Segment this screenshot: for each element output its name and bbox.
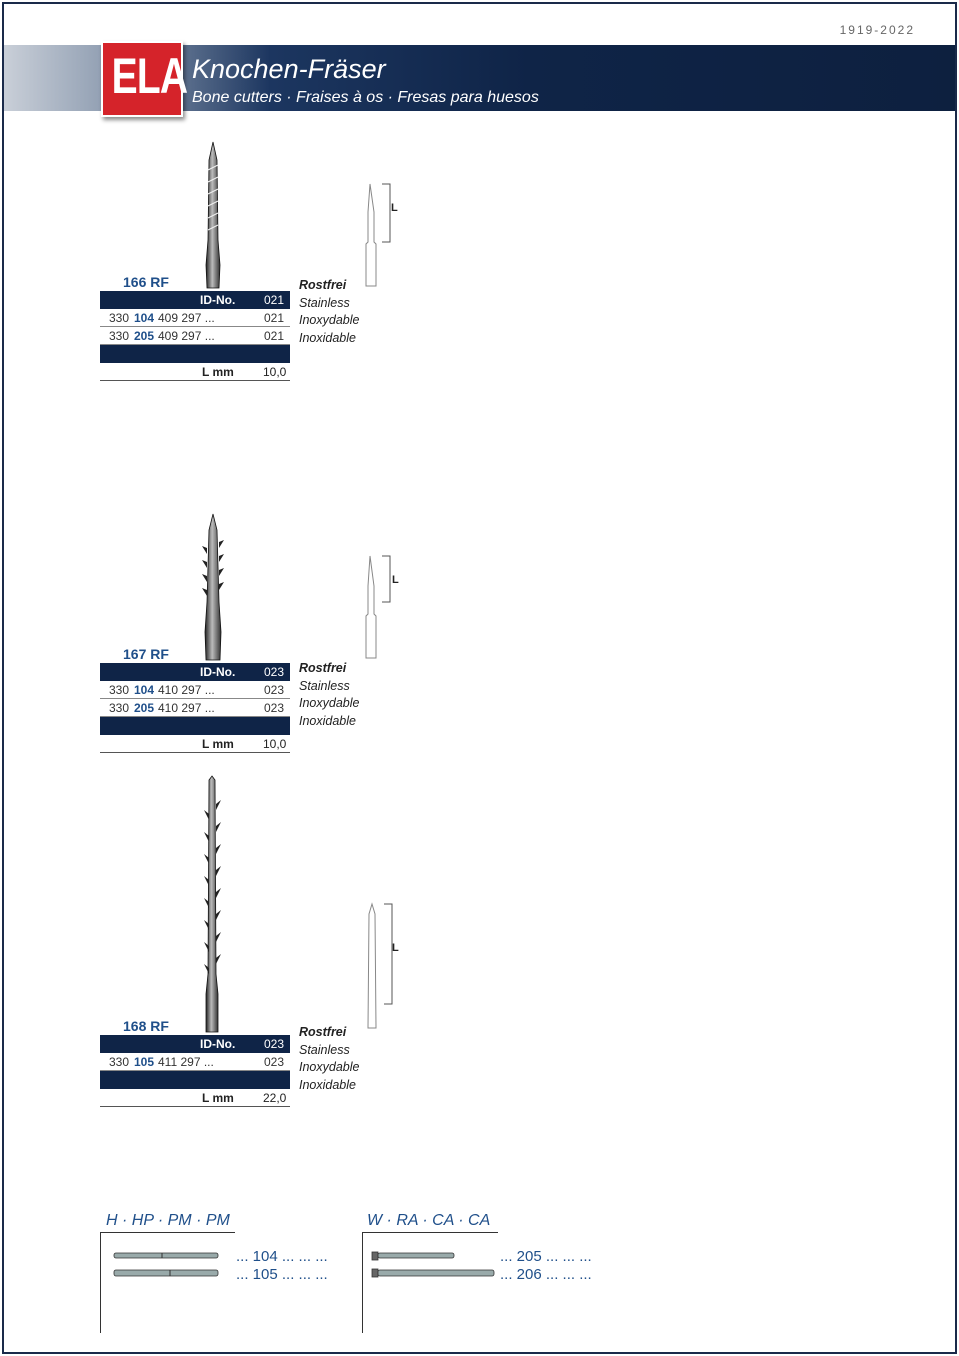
product-name: 168 RF [123, 1018, 169, 1034]
length-marker: L [392, 574, 399, 586]
row-code: 023 [264, 1054, 285, 1069]
bur-166-outline [362, 182, 402, 288]
id-suffix-number: 410 297 [158, 682, 202, 697]
shank-legend-handpiece [106, 1212, 230, 1230]
ellipsis: ... [204, 682, 215, 697]
length-value: 10,0 [263, 736, 287, 751]
legend-title: W · RA · CA · CA [367, 1212, 491, 1229]
lang-fr: Inoxydable [299, 696, 360, 710]
id-suffix [158, 311, 215, 325]
id-suffix [158, 701, 215, 715]
bur-166-image [198, 140, 228, 290]
length-marker: L [391, 202, 398, 214]
id-suffix-number: 411 297 [158, 1054, 201, 1069]
length-marker: L [392, 942, 399, 954]
length-header: L mm [202, 736, 234, 751]
legend-bracket [100, 1232, 235, 1333]
legend-title: H · HP · PM · PM [106, 1212, 230, 1229]
id-suffix-number: 409 297 [158, 328, 202, 343]
ellipsis: ... [204, 328, 215, 343]
id-header-row [100, 1035, 290, 1053]
spacer-row [100, 717, 290, 735]
bur-167-image [198, 512, 228, 662]
year-range: 1919-2022 [839, 23, 915, 37]
row-code: 023 [264, 700, 285, 715]
language-list [299, 277, 359, 347]
ellipsis: ... [204, 700, 215, 715]
row-code: 023 [264, 682, 285, 697]
id-header: ID-No. [200, 665, 236, 679]
lang-en: Stainless [299, 295, 350, 310]
table-row [100, 309, 290, 327]
page-title: Knochen-Fräser [192, 54, 386, 84]
length-value: 10,0 [263, 364, 287, 379]
id-prefix: 330 [109, 1054, 130, 1069]
page-subtitle: Bone cutters · Fraises à os · Fresas para huesos [192, 89, 539, 106]
length-header: L mm [202, 364, 234, 379]
id-code: 021 [264, 293, 285, 307]
row-code: 021 [264, 328, 285, 343]
bur-168-image [198, 774, 228, 1034]
length-value: 22,0 [263, 1090, 287, 1105]
id-header: ID-No. [200, 293, 236, 307]
id-suffix [158, 1055, 214, 1069]
table-row [100, 699, 290, 717]
id-suffix-number: 409 297 [158, 310, 202, 325]
ellipsis: ... [204, 310, 215, 325]
product-name: 167 RF [123, 646, 169, 662]
id-header-row [100, 663, 290, 681]
lang-fr: Inoxydable [299, 313, 360, 327]
lang-de: Rostfrei [299, 278, 347, 292]
ellipsis: ... [203, 1054, 214, 1069]
id-shank: 205 [134, 328, 155, 343]
bur-168-outline [362, 902, 402, 1034]
logo-text: ELA [111, 48, 188, 104]
id-header: ID-No. [200, 1037, 236, 1051]
shank-code-206: ... 206 ... ... ... [500, 1266, 592, 1283]
table-row [100, 681, 290, 699]
shank-legend-angle [367, 1212, 490, 1230]
id-shank: 104 [134, 682, 155, 697]
id-header-row [100, 291, 290, 309]
lang-es: Inoxidable [299, 713, 356, 728]
id-suffix-number: 410 297 [158, 700, 202, 715]
lang-en: Stainless [299, 1042, 350, 1057]
shank-code-205: ... 205 ... ... ... [500, 1248, 592, 1265]
id-prefix: 330 [109, 682, 130, 697]
id-suffix [158, 683, 215, 697]
product-table [100, 663, 290, 753]
lang-de: Rostfrei [299, 661, 347, 675]
product-table [100, 291, 290, 381]
spacer-row [100, 1071, 290, 1089]
table-row [100, 1053, 290, 1071]
shank-code-105: ... 105 ... ... ... [236, 1266, 328, 1283]
product-name: 166 RF [123, 274, 169, 290]
shank-icon-angle [370, 1250, 500, 1282]
id-prefix: 330 [109, 310, 130, 325]
lang-es: Inoxidable [299, 330, 356, 345]
id-shank: 105 [134, 1054, 155, 1069]
language-list [299, 660, 359, 730]
id-shank: 104 [134, 310, 155, 325]
lang-en: Stainless [299, 678, 350, 693]
spacer-row [100, 345, 290, 363]
id-code: 023 [264, 1037, 285, 1051]
length-row [100, 363, 290, 381]
shank-icon-handpiece [112, 1250, 222, 1282]
id-prefix: 330 [109, 328, 130, 343]
length-row [100, 1089, 290, 1107]
table-row [100, 327, 290, 345]
id-code: 023 [264, 665, 285, 679]
lang-fr: Inoxydable [299, 1060, 360, 1074]
id-shank: 205 [134, 700, 155, 715]
ela-logo [101, 41, 188, 117]
legend-bracket [362, 1232, 498, 1333]
length-header: L mm [202, 1090, 234, 1105]
row-code: 021 [264, 310, 285, 325]
lang-de: Rostfrei [299, 1025, 347, 1039]
lang-es: Inoxidable [299, 1077, 356, 1092]
length-row [100, 735, 290, 753]
shank-code-104: ... 104 ... ... ... [236, 1248, 328, 1265]
id-suffix [158, 329, 215, 343]
language-list [299, 1024, 359, 1094]
id-prefix: 330 [109, 700, 130, 715]
bur-167-outline [362, 554, 402, 660]
product-table [100, 1035, 290, 1107]
